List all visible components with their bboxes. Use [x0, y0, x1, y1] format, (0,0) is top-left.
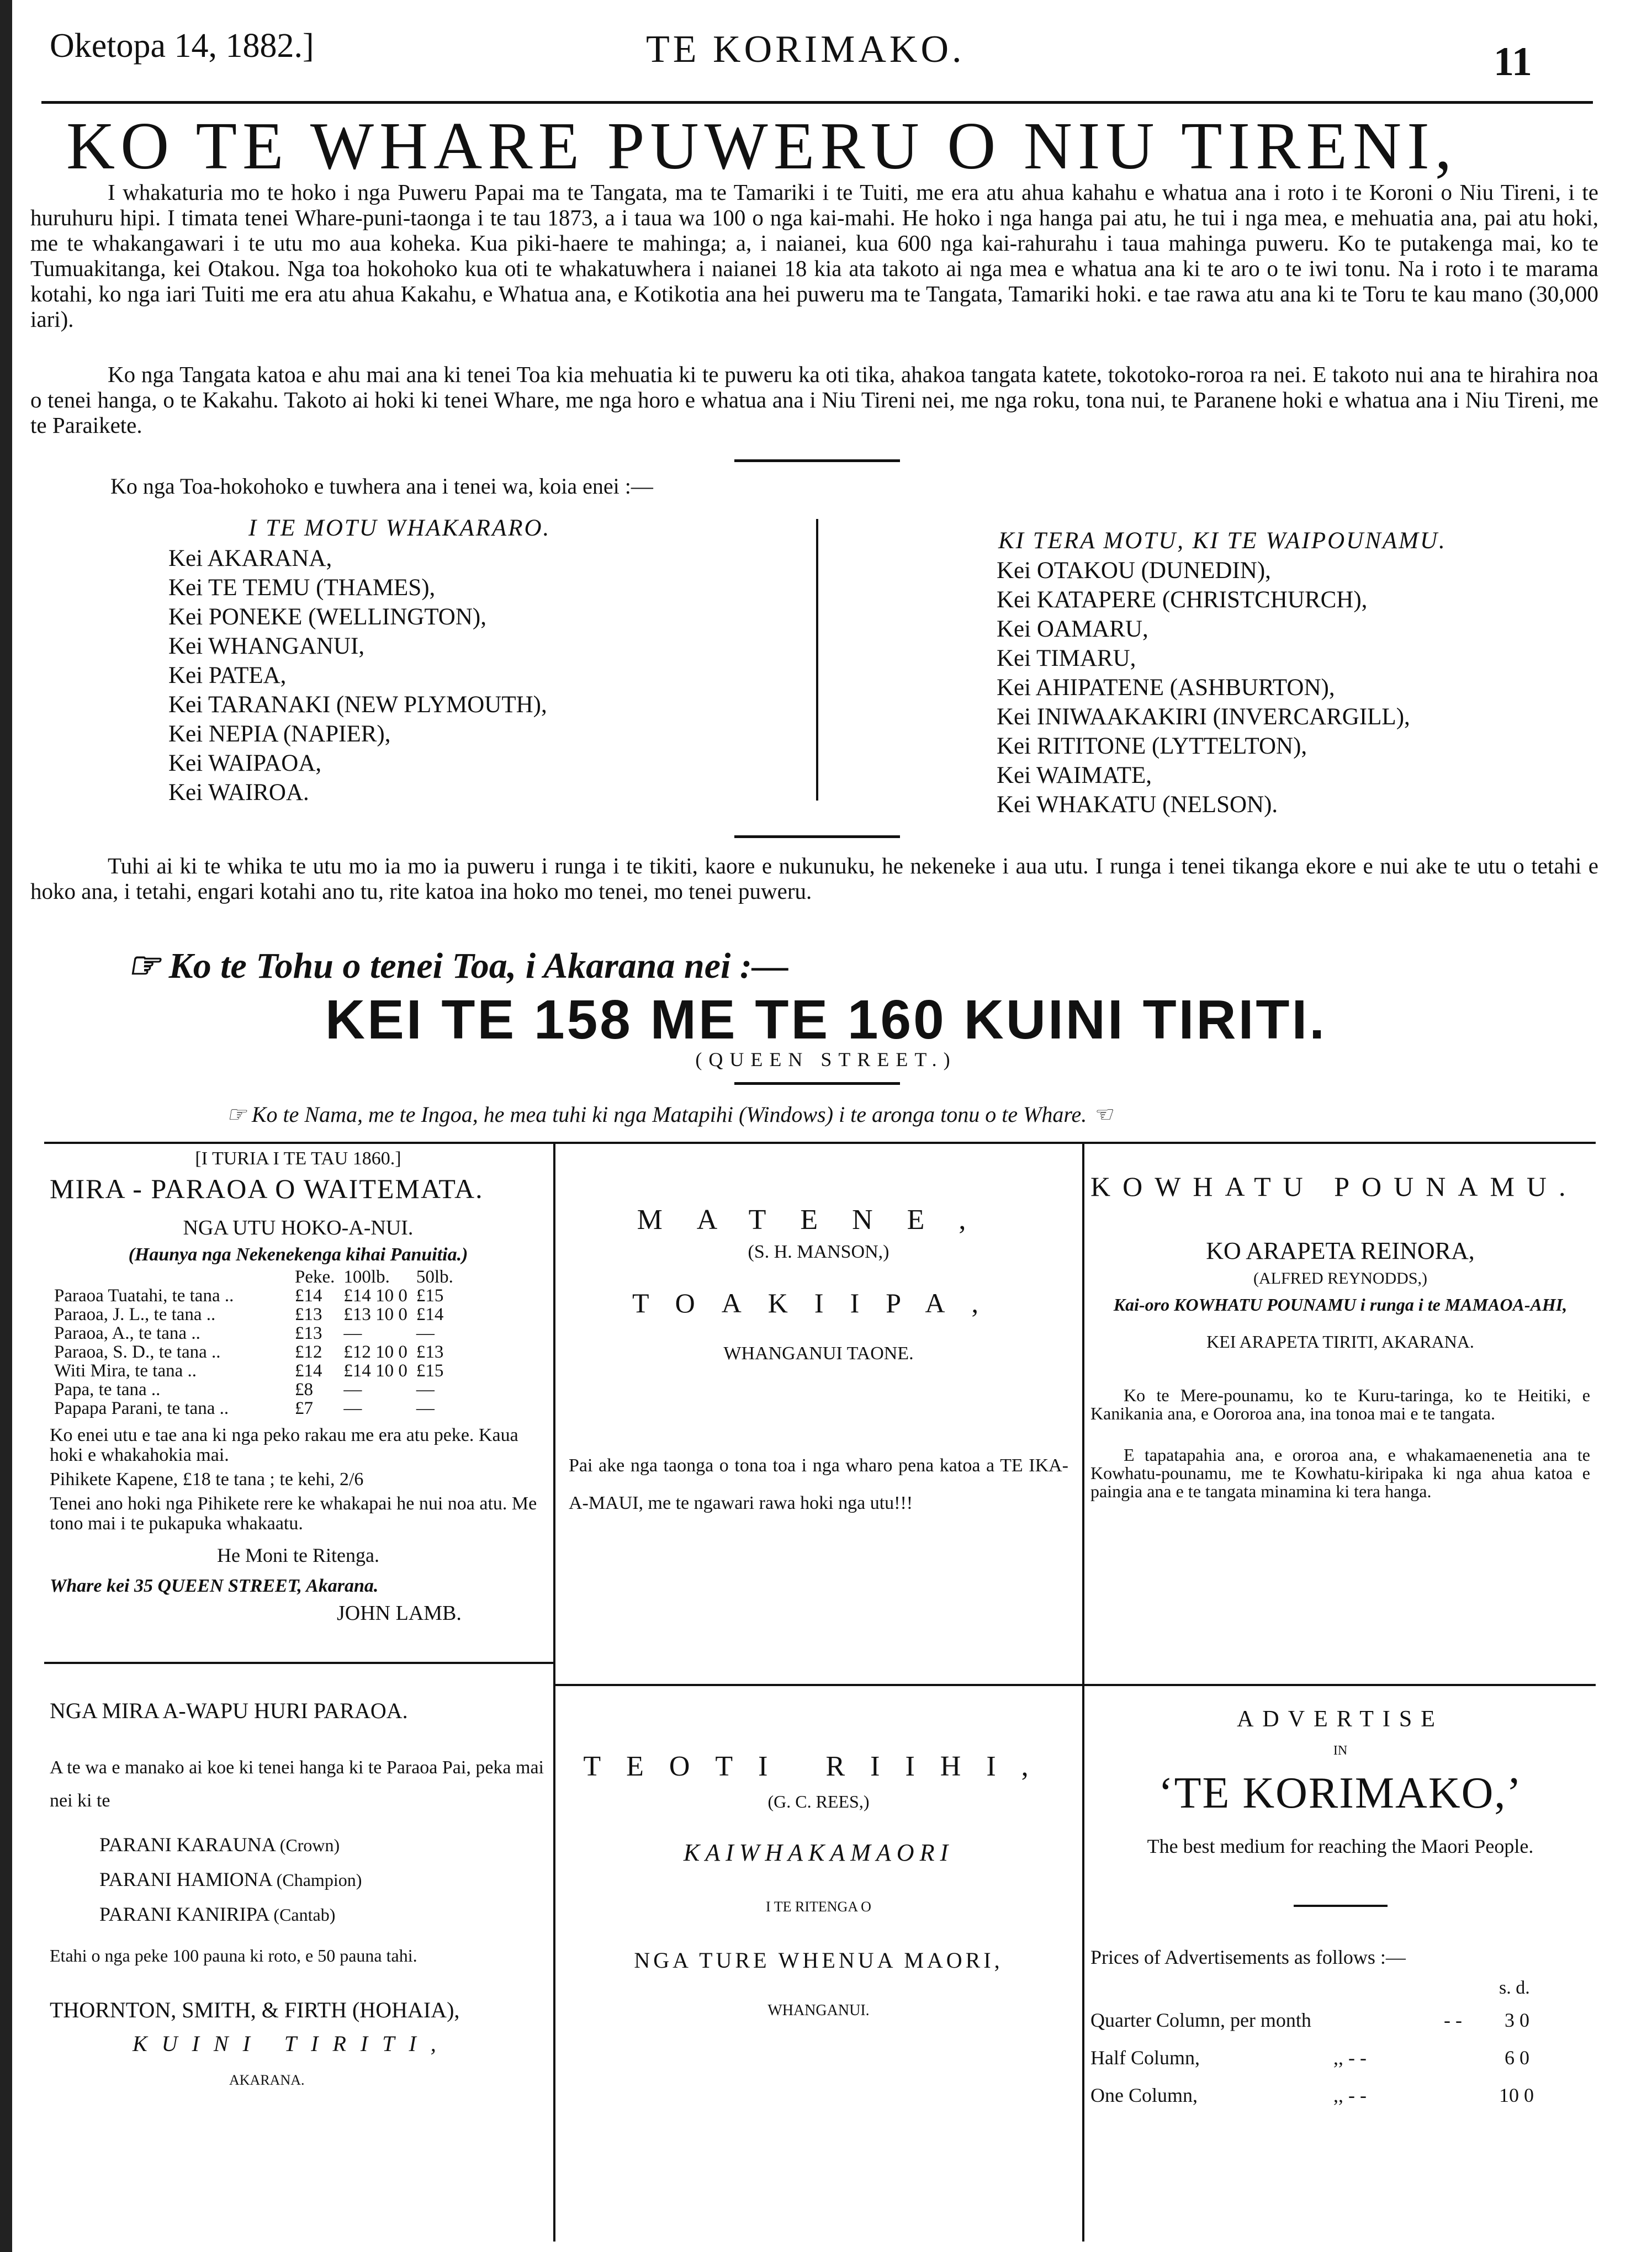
table-header: 100lb. — [343, 1267, 390, 1287]
list-item: Kei AKARANA, — [168, 545, 332, 571]
advertise-paper: ‘TE KORIMAKO,’ — [1158, 1769, 1522, 1818]
table-cell: £13 — [416, 1342, 444, 1362]
table-cell: £7 — [295, 1398, 313, 1418]
mill-text-4: He Moni te Ritenga. — [217, 1544, 379, 1566]
price-dots: ,, - - — [1333, 2047, 1367, 2069]
advertise-tagline: The best medium for reaching the Maori People. — [1147, 1835, 1534, 1857]
list-item: Kei WAIPAOA, — [168, 750, 322, 776]
shop-sign-line: ☞ Ko te Tohu o tenei Toa, i Akarana nei :— — [127, 946, 788, 986]
matene-role: TOAKIIPA, — [632, 1287, 1005, 1318]
ad-mira-wapu — [50, 1698, 547, 2089]
ad-teoti-riihi — [558, 1750, 1079, 2020]
intro-paragraph: I whakaturia mo te hoko i nga Puweru Papai ma te Tangata, ma te Tamariki i te Tuiti, me era atu ahua kahahu e whatua ana i roto i te Koroni o Niu Tireni, i te huruhuru hipi. I timata tenei Whare-puni-taonga i te tau 1873, a i taua wa 100 o nga kai-mahi. He hoko i nga hanga pai atu, he tui i nga mea, e mehuatia ana, pai atu hoki, me te whakangawari i te utu mo aua koheka. Kua piki-haere te mahinga; a, i naianei, kua 600 nga kai-rahurahu i taua mahinga puweru. Ko te putakenga mai, ko te Tumuakitanga, kei Otakou. Nga toa hokohoko kua oti te whakatuwhera i naianei 18 kia ata takoto ai nga mea e whatua ana ki te aro o te iwi tonu. Na i roto i te marama kotahi, ko nga iari Tuiti me era atu ahua Kakahu, e Whatua ana, e Kotikotia ana hei puweru ma te Tangata, Tamariki hoki. e tae rawa atu ana ki te Toru te kau mano (30,000 iari). — [30, 179, 1598, 332]
table-cell: Paraoa, S. D., te tana .. — [54, 1342, 221, 1362]
advertise-in: IN — [1333, 1744, 1348, 1758]
shop-address-english: (QUEEN STREET.) — [695, 1048, 957, 1071]
price-value: 3 0 — [1505, 2009, 1529, 2031]
table-cell: Paraoa, J. L., te tana .. — [54, 1305, 216, 1324]
teoti-role: KAIWHAKAMAORI — [683, 1839, 954, 1866]
list-item: Kei PONEKE (WELLINGTON), — [168, 604, 486, 630]
price-unit-header: s. d. — [1499, 1978, 1530, 1998]
table-cell: — — [416, 1398, 435, 1418]
list-item: Kei WHANGANUI, — [168, 633, 365, 659]
price-value: 10 0 — [1499, 2084, 1534, 2106]
established-line: [I TURIA I TE TAU 1860.] — [195, 1148, 401, 1169]
list-item: Kei TARANAKI (NEW PLYMOUTH), — [168, 692, 547, 718]
wapu-street: KUINI TIRITI, — [133, 2031, 451, 2056]
kowhatu-text-2: E tapatapahia ana, e ororoa ana, e whakamaenenetia ana te Kowhatu-pounamu, me te Kowhatu-kiripaka ki nga ahua katoa e paingia ana e te tangata minamina ki tera hanga. — [1090, 1445, 1590, 1501]
price-table — [50, 1268, 458, 1418]
table-cell: Papapa Parani, te tana .. — [54, 1398, 229, 1418]
wapu-title: NGA MIRA A-WAPU HURI PARAOA. — [50, 1698, 408, 1723]
table-row — [50, 1324, 458, 1343]
list-divider — [816, 519, 818, 801]
advertise-rule — [1294, 1905, 1388, 1907]
brand-english: (Champion) — [276, 1870, 362, 1890]
table-cell: — — [343, 1380, 362, 1400]
brand-english: (Cantab) — [273, 1905, 336, 1925]
table-cell: £14 10 0 — [343, 1361, 407, 1381]
matene-body: Pai ake nga taonga o tona toa i nga wharo pena katoa a TE IKA-A-MAUI, me te ngawari rawa hoki nga utu!!! — [569, 1455, 1068, 1513]
table-cell: £14 — [295, 1361, 322, 1381]
teoti-person: (G. C. REES,) — [767, 1792, 870, 1811]
price-dots: ,, - - — [1333, 2084, 1367, 2106]
price-row — [1090, 2009, 1590, 2036]
mill-note: (Haunya nga Nekenekenga kihai Panuitia.) — [128, 1244, 468, 1265]
prices-intro: Prices of Advertisements as follows :— — [1090, 1946, 1406, 1968]
price-row — [1090, 2046, 1590, 2074]
shops-intro: Ko nga Toa-hokohoko e tuwhera ana i tenei wa, koia enei :— — [110, 474, 653, 499]
wapu-text-1: A te wa e manako ai koe ki tenei hanga ki te Paraoa Pai, peka mai nei ki te — [50, 1757, 544, 1811]
list-item: Kei OAMARU, — [997, 616, 1148, 642]
list-item: Kei NEPIA (NAPIER), — [168, 721, 391, 747]
table-row — [50, 1286, 458, 1305]
teoti-place: WHANGANUI. — [767, 2002, 870, 2019]
north-island-heading: I TE MOTU WHAKARARO. — [248, 515, 551, 541]
table-cell: £12 10 0 — [343, 1342, 407, 1362]
table-cell: — — [416, 1323, 435, 1343]
wapu-text-2: Etahi o nga peke 100 pauna ki roto, e 50 pauna tahi. — [50, 1946, 417, 1965]
mill-address: Whare kei 35 QUEEN STREET, Akarana. — [50, 1576, 379, 1596]
north-island-list — [168, 544, 547, 807]
table-cell: Paraoa Tuatahi, te tana .. — [54, 1286, 234, 1306]
list-item: Kei KATAPERE (CHRISTCHURCH), — [997, 587, 1368, 613]
teoti-line-2: NGA TURE WHENUA MAORI, — [634, 1948, 1003, 1973]
ad-grid-top-rule — [44, 1142, 1596, 1144]
table-cell: £12 — [295, 1342, 322, 1362]
south-island-list — [997, 556, 1410, 819]
list-item: Kei WHAKATU (NELSON). — [997, 792, 1278, 818]
list-item: Kei INIWAAKAKIRI (INVERCARGILL), — [997, 704, 1410, 730]
table-cell: Papa, te tana .. — [54, 1380, 161, 1400]
price-paragraph: Tuhi ai ki te whika te utu mo ia mo ia puweru i runga i te tikiti, kaore e nukunuku, he nekeneke i aua utu. I runga i tenei tikanga ekore e nui ake te utu o tetahi e hoko ana, i tetahi, engari kotahi ano tu, rite katoa ina hoko mo tenei, mo tenei puweru. — [30, 853, 1598, 904]
ad-advertise — [1090, 1706, 1590, 2111]
advertise-line: ADVERTISE — [1237, 1707, 1444, 1732]
price-item: Quarter Column, per month — [1090, 2009, 1311, 2031]
brand-english: (Crown) — [279, 1835, 340, 1855]
page-left-edge — [0, 0, 12, 2252]
table-header: Peke. — [295, 1267, 335, 1287]
list-item: Kei AHIPATENE (ASHBURTON), — [997, 675, 1335, 701]
table-cell: — — [416, 1380, 435, 1400]
table-cell: £8 — [295, 1380, 313, 1400]
price-row — [1090, 2084, 1590, 2111]
wapu-brand — [99, 1827, 547, 1862]
table-row — [50, 1361, 458, 1380]
table-row — [50, 1380, 458, 1399]
mill-name: MIRA - PARAOA O WAITEMATA. — [50, 1173, 484, 1204]
mill-subtitle: NGA UTU HOKO-A-NUI. — [183, 1216, 414, 1239]
list-item: Kei TE TEMU (THAMES), — [168, 575, 436, 601]
table-cell: £14 — [295, 1286, 322, 1306]
kowhatu-title: KOWHATU POUNAMU. — [1090, 1171, 1578, 1202]
kowhatu-english-name: (ALFRED REYNODDS,) — [1253, 1269, 1427, 1287]
kowhatu-address: KEI ARAPETA TIRITI, AKARANA. — [1206, 1332, 1474, 1352]
teoti-name: TEOTI RIIHI, — [583, 1751, 1054, 1782]
wapu-brand — [99, 1897, 547, 1932]
ad-matene — [558, 1204, 1079, 1522]
ad-row-rule-1 — [44, 1662, 553, 1664]
table-header-row — [50, 1268, 458, 1286]
mill-signature: JOHN LAMB. — [337, 1602, 462, 1625]
teoti-line-1: I TE RITENGA O — [766, 1899, 871, 1915]
ad-grid-divider-2 — [1082, 1143, 1084, 2242]
kowhatu-name: KO ARAPETA REINORA, — [1206, 1237, 1475, 1264]
wapu-city: AKARANA. — [229, 2072, 305, 2088]
masthead: TE KORIMAKO. — [646, 28, 965, 71]
section-rule — [734, 835, 900, 838]
table-cell: Paraoa, A., te tana .. — [54, 1323, 200, 1343]
ad-waitemata-mill — [50, 1148, 547, 1625]
table-header: 50lb. — [416, 1267, 453, 1287]
mill-text-3: Tenei ano hoki nga Pihikete rere ke whakapai he nui noa atu. Me tono mai i te pukapuka whakaatu. — [50, 1493, 537, 1534]
list-item: Kei PATEA, — [168, 663, 287, 688]
table-row — [50, 1343, 458, 1361]
brand-name: PARANI HAMIONA — [99, 1868, 272, 1890]
section-rule — [734, 1082, 900, 1085]
list-item: Kei TIMARU, — [997, 645, 1136, 671]
table-cell: £13 10 0 — [343, 1305, 407, 1324]
price-dots: - - — [1444, 2009, 1462, 2031]
matene-name: MATENE, — [637, 1204, 1000, 1236]
list-item: Kei OTAKOU (DUNEDIN), — [997, 558, 1271, 584]
mill-text-2: Pihikete Kapene, £18 te tana ; te kehi, 2/6 — [50, 1469, 364, 1490]
ad-row-rule-3 — [1084, 1684, 1596, 1686]
page-number: 11 — [1494, 39, 1532, 84]
shop-address: KEI TE 158 ME TE 160 KUINI TIRITI. — [325, 989, 1327, 1051]
price-item: One Column, — [1090, 2084, 1198, 2106]
wapu-brand — [99, 1862, 547, 1897]
ad-row-rule-2 — [555, 1684, 1082, 1686]
table-cell: — — [343, 1323, 362, 1343]
matene-person: (S. H. MANSON,) — [748, 1242, 889, 1262]
kowhatu-role: Kai-oro KOWHATU POUNAMU i runga i te MAMAOA-AHI, — [1113, 1295, 1568, 1315]
price-value: 6 0 — [1505, 2047, 1529, 2069]
wapu-firm: THORNTON, SMITH, & FIRTH (HOHAIA), — [50, 1997, 460, 2022]
table-row — [50, 1305, 458, 1324]
matene-place: WHANGANUI TAONE. — [723, 1343, 914, 1364]
section-rule — [734, 459, 900, 462]
table-cell: £14 10 0 — [343, 1286, 407, 1306]
header-rule — [41, 101, 1593, 104]
list-item: Kei WAIROA. — [168, 780, 309, 806]
price-item: Half Column, — [1090, 2047, 1200, 2069]
kowhatu-text-1: Ko te Mere-pounamu, ko te Kuru-taringa, ko te Heitiki, e Kanikania ana, e Oororoa ana, ina tonoa mai e te tangata. — [1090, 1385, 1590, 1423]
ad-grid-divider-1 — [553, 1143, 555, 2242]
issue-date: Oketopa 14, 1882.] — [50, 27, 314, 65]
south-island-heading: KI TERA MOTU, KI TE WAIPOUNAMU. — [998, 528, 1447, 554]
table-cell: — — [343, 1398, 362, 1418]
mill-text-1: Ko enei utu e tae ana ki nga peko rakau me era atu peke. Kaua hoki e whakahokia mai. — [50, 1425, 518, 1465]
table-cell: £13 — [295, 1323, 322, 1343]
windows-note: ☞ Ko te Nama, me te Ingoa, he mea tuhi ki nga Matapihi (Windows) i te aronga tonu o te Whare. ☜ — [226, 1102, 1113, 1127]
table-cell: £15 — [416, 1286, 444, 1306]
ad-kowhatu-pounamu — [1090, 1170, 1590, 1501]
brand-name: PARANI KARAUNA — [99, 1834, 275, 1856]
table-row — [50, 1399, 458, 1418]
table-cell: £15 — [416, 1361, 444, 1381]
table-cell: £14 — [416, 1305, 444, 1324]
page-title: KO TE WHARE PUWERU O NIU TIRENI, — [66, 109, 1458, 183]
brand-name: PARANI KANIRIPA — [99, 1903, 269, 1925]
second-paragraph: Ko nga Tangata katoa e ahu mai ana ki tenei Toa kia mehuatia ki te puweru ka oti tika, ahakoa tangata katete, tokotoko-roroa ra nei. E takoto nui ana te hirahira noa o tenei hanga, o te Kakahu. Takoto ai hoki ki tenei Whare, me nga horo e whatua ana i Niu Tireni nei, me nga roku, tona nui, te Paranene hoki e whatua ana i Niu Tireni, me te Paraikete. — [30, 362, 1598, 438]
list-item: Kei WAIMATE, — [997, 762, 1152, 788]
table-cell: £13 — [295, 1305, 322, 1324]
table-cell: Witi Mira, te tana .. — [54, 1361, 197, 1381]
list-item: Kei RITITONE (LYTTELTON), — [997, 733, 1307, 759]
table-header — [50, 1268, 290, 1286]
